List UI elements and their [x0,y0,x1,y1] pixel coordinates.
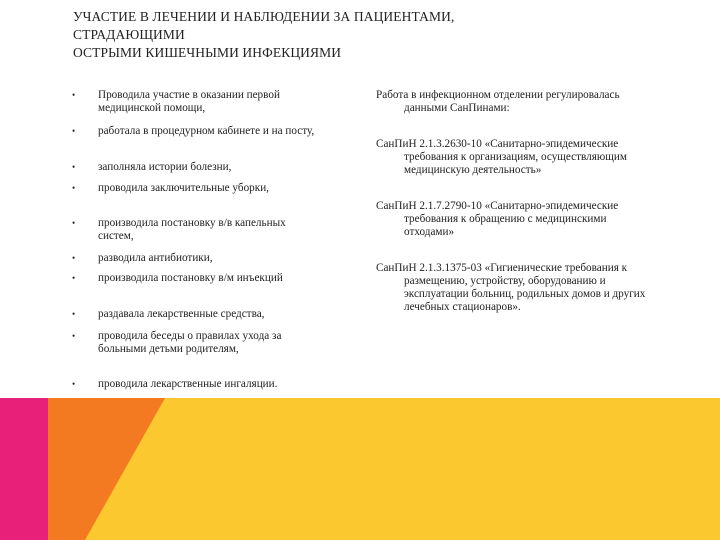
list-item-text: заполняла истории болезни, [98,161,232,173]
list-item-text: проводила заключительные уборки, [98,182,269,194]
list-item-text: производила постановку в/в капельных систем, [98,217,286,242]
bullet-icon: • [72,273,76,283]
bullet-icon: • [72,90,76,100]
list-item [72,161,332,174]
bullet-icon: • [72,253,76,263]
bullet-icon: • [72,162,76,172]
sanpin-paragraph: СанПиН 2.1.7.2790-10 «Санитарно-эпидемические требования к обращению с медицинскими отходами» [376,200,619,238]
list-item [72,125,332,138]
slide-title [73,8,673,62]
bullet-icon: • [72,379,76,389]
list-item [72,272,332,285]
list-item [72,252,332,265]
bullet-icon: • [72,218,76,228]
bullet-icon: • [72,331,76,341]
sanpin-paragraph: СанПиН 2.1.3.1375-03 «Гигиенические требования к размещению, устройству, оборудованию и эксплуатации больниц, родильных домов и других лечебных стационаров». [376,262,646,313]
list-item-text: раздавала лекарственные средства, [98,308,265,320]
list-item [72,182,332,195]
list-item [72,308,332,321]
title-line: СТРАДАЮЩИМИ [73,27,185,42]
list-item [72,330,332,356]
intro-paragraph: Работа в инфекционном отделении регулировалась данными СанПинами: [376,89,620,114]
list-item [72,217,332,243]
list-item-text: Проводила участие в оказании первой медицинской помощи, [98,89,280,114]
title-line: ОСТРЫМИ КИШЕЧНЫМИ ИНФЕКЦИЯМИ [73,45,342,60]
bullet-icon: • [72,183,76,193]
sanpin-paragraph: СанПиН 2.1.3.2630-10 «Санитарно-эпидемические требования к организациям, осуществляющим медицинскую деятельность» [376,138,627,176]
list-item-text: проводила беседы о правилах ухода за больными детьми родителям, [98,330,282,355]
list-item [72,89,332,115]
list-item-text: проводила лекарственные ингаляции. [98,378,278,390]
list-item-text: производила постановку в/м инъекций [98,272,283,284]
bullet-icon: • [72,309,76,319]
bullet-icon: • [72,126,76,136]
title-line: УЧАСТИЕ В ЛЕЧЕНИИ И НАБЛЮДЕНИИ ЗА ПАЦИЕНТАМИ, [73,9,455,24]
list-item-text: работала в процедурном кабинете и на посту, [98,125,315,137]
list-item-text: разводила антибиотики, [98,252,213,264]
list-item [72,378,332,391]
